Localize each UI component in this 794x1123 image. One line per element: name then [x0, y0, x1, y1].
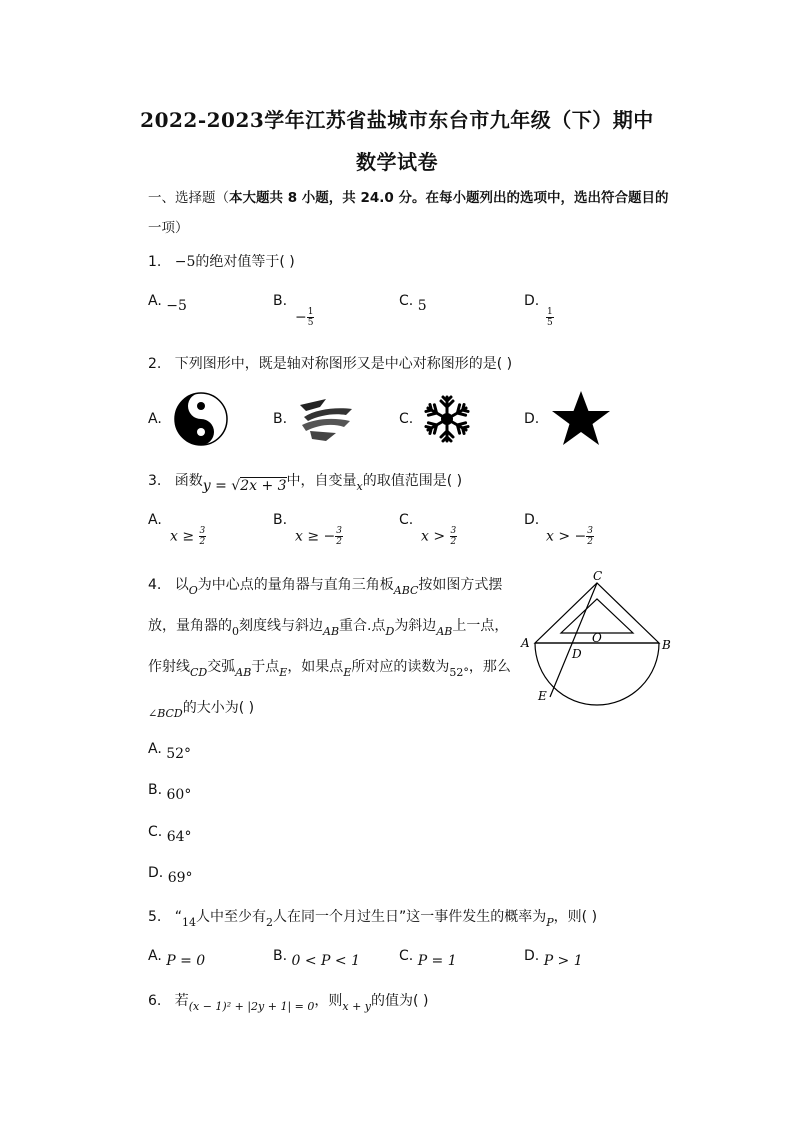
label-a: A	[521, 636, 530, 650]
protractor-figure	[515, 565, 680, 710]
question-6: 6. 若$_{(x - 1)^2 + |2y + 1| = 0}$，则$_{x + y}$的值为( )	[148, 993, 429, 1013]
q2-option-a-label[interactable]: A.	[148, 411, 162, 427]
question-4-line3: 作射线$_{CD}$交弧$_{AB}$于点$_E$，如果点$_E$所对应的读数为$_{52^\circ}$，那么	[148, 659, 511, 679]
label-e: E	[538, 689, 547, 703]
q3-option-c[interactable]: C. x > $\frac{3}{2}$	[399, 512, 457, 547]
section-heading: 一、选择题（本大题共 8 小题，共 24.0 分。在每小题列出的选项中，选出符合题目的	[148, 190, 669, 206]
page-subtitle: 数学试卷	[356, 150, 438, 174]
q4-option-b[interactable]: B. 60°	[148, 782, 192, 803]
q2-option-c-label[interactable]: C.	[399, 411, 414, 427]
label-b: B	[662, 638, 671, 652]
q1-option-b[interactable]: B. − $\frac{1}{5}$	[273, 293, 314, 328]
page-title: 2022-2023学年江苏省盐城市东台市九年级（下）期中	[140, 108, 654, 132]
question-4: 4. 以$_O$为中心点的量角器与直角三角板$_{ABC}$按如图方式摆	[148, 577, 503, 597]
question-4-line4: $_{\angle BCD}$的大小为( )	[148, 700, 255, 720]
q3-option-b[interactable]: B. x ≥ − $\frac{3}{2}$	[273, 512, 342, 547]
q1-option-c[interactable]: C. 5	[399, 293, 427, 314]
question-4-line2: 放，量角器的$_0$刻度线与斜边$_{AB}$重合.点$_D$为斜边$_{AB}$上一点，	[148, 618, 509, 638]
label-c: C	[593, 569, 603, 583]
label-o: O	[592, 631, 602, 645]
q1-option-d[interactable]: D. $\frac{1}{5}$	[524, 293, 553, 328]
q1-option-a[interactable]: A. −5	[148, 293, 187, 314]
yin-yang-icon	[173, 391, 229, 447]
q3-option-a[interactable]: A. x ≥ $\frac{3}{2}$	[148, 512, 206, 547]
section-heading-cont: 一项）	[148, 220, 189, 236]
q5-option-d[interactable]: D. P > 1	[524, 948, 583, 969]
q4-option-d[interactable]: D. 69°	[148, 865, 193, 886]
q2-option-d-label[interactable]: D.	[524, 411, 540, 427]
q5-option-a[interactable]: A. P = 0	[148, 948, 206, 969]
question-5: 5. “$_{14}$人中至少有$_2$人在同一个月过生日”这一事件发生的概率为$_P$，则( )	[148, 909, 598, 929]
label-d: D	[572, 647, 582, 661]
q5-option-b[interactable]: B. 0 < P < 1	[273, 948, 361, 969]
q4-option-c[interactable]: C. 64°	[148, 824, 192, 845]
q4-option-a[interactable]: A. 52°	[148, 741, 192, 762]
snowflake-icon	[422, 394, 472, 444]
q2-option-b-label[interactable]: B.	[273, 411, 288, 427]
star-icon	[550, 389, 612, 447]
question-2: 2. 下列图形中，既是轴对称图形又是中心对称图形的是( )	[148, 356, 513, 372]
question-1: 1. −5的绝对值等于( )	[148, 254, 295, 270]
question-3: 3. 函数y = √2x + 3中，自变量$_x$的取值范围是( )	[148, 473, 463, 494]
q5-option-c[interactable]: C. P = 1	[399, 948, 457, 969]
ribbon-logo-icon	[296, 395, 354, 445]
q3-option-d[interactable]: D. x > − $\frac{3}{2}$	[524, 512, 593, 547]
